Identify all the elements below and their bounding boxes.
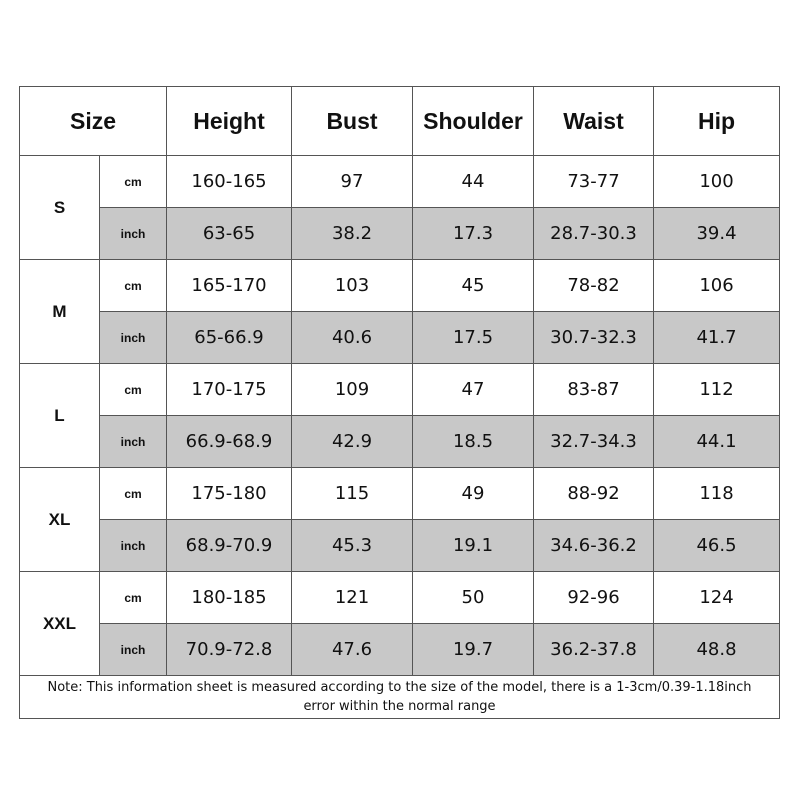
table-row <box>20 468 780 520</box>
header-hip: Hip <box>654 87 780 156</box>
size-label: L <box>20 364 100 468</box>
hip-value: 41.7 <box>654 312 780 364</box>
waist-value: 34.6-36.2 <box>534 520 654 572</box>
bust-value: 42.9 <box>292 416 413 468</box>
hip-value: 39.4 <box>654 208 780 260</box>
bust-value: 40.6 <box>292 312 413 364</box>
unit-label: inch <box>100 312 167 364</box>
bust-value: 97 <box>292 156 413 208</box>
table-row <box>20 312 780 364</box>
waist-value: 32.7-34.3 <box>534 416 654 468</box>
hip-value: 118 <box>654 468 780 520</box>
bust-value: 103 <box>292 260 413 312</box>
shoulder-value: 17.5 <box>413 312 534 364</box>
hip-value: 44.1 <box>654 416 780 468</box>
header-shoulder: Shoulder <box>413 87 534 156</box>
waist-value: 36.2-37.8 <box>534 624 654 676</box>
header-waist: Waist <box>534 87 654 156</box>
waist-value: 92-96 <box>534 572 654 624</box>
note-line-1: Note: This information sheet is measured according to the size of the model, there is a 1-3cm/0.39-1.18inch <box>47 680 752 695</box>
height-value: 180-185 <box>167 572 292 624</box>
bust-value: 47.6 <box>292 624 413 676</box>
bust-value: 109 <box>292 364 413 416</box>
shoulder-value: 45 <box>413 260 534 312</box>
height-value: 70.9-72.8 <box>167 624 292 676</box>
waist-value: 78-82 <box>534 260 654 312</box>
unit-label: inch <box>100 208 167 260</box>
header-row <box>20 87 780 156</box>
waist-value: 88-92 <box>534 468 654 520</box>
shoulder-value: 49 <box>413 468 534 520</box>
hip-value: 48.8 <box>654 624 780 676</box>
shoulder-value: 47 <box>413 364 534 416</box>
unit-label: cm <box>100 364 167 416</box>
height-value: 165-170 <box>167 260 292 312</box>
hip-value: 124 <box>654 572 780 624</box>
unit-label: inch <box>100 416 167 468</box>
header-bust: Bust <box>292 87 413 156</box>
table-row <box>20 208 780 260</box>
height-value: 160-165 <box>167 156 292 208</box>
height-value: 175-180 <box>167 468 292 520</box>
unit-label: inch <box>100 624 167 676</box>
size-chart-table <box>19 86 780 719</box>
note-row <box>20 676 780 719</box>
size-label: XXL <box>20 572 100 676</box>
table-row <box>20 624 780 676</box>
unit-label: cm <box>100 468 167 520</box>
unit-label: inch <box>100 520 167 572</box>
unit-label: cm <box>100 156 167 208</box>
table-row <box>20 572 780 624</box>
unit-label: cm <box>100 572 167 624</box>
header-size: Size <box>20 87 167 156</box>
hip-value: 106 <box>654 260 780 312</box>
shoulder-value: 18.5 <box>413 416 534 468</box>
size-label: M <box>20 260 100 364</box>
bust-value: 121 <box>292 572 413 624</box>
hip-value: 100 <box>654 156 780 208</box>
table-row <box>20 520 780 572</box>
header-height: Height <box>167 87 292 156</box>
table-row <box>20 260 780 312</box>
height-value: 68.9-70.9 <box>167 520 292 572</box>
size-label: S <box>20 156 100 260</box>
height-value: 65-66.9 <box>167 312 292 364</box>
shoulder-value: 17.3 <box>413 208 534 260</box>
table-row <box>20 364 780 416</box>
bust-value: 45.3 <box>292 520 413 572</box>
shoulder-value: 19.7 <box>413 624 534 676</box>
bust-value: 38.2 <box>292 208 413 260</box>
size-label: XL <box>20 468 100 572</box>
hip-value: 112 <box>654 364 780 416</box>
shoulder-value: 50 <box>413 572 534 624</box>
shoulder-value: 44 <box>413 156 534 208</box>
unit-label: cm <box>100 260 167 312</box>
waist-value: 73-77 <box>534 156 654 208</box>
table-row <box>20 416 780 468</box>
waist-value: 30.7-32.3 <box>534 312 654 364</box>
height-value: 63-65 <box>167 208 292 260</box>
height-value: 66.9-68.9 <box>167 416 292 468</box>
waist-value: 28.7-30.3 <box>534 208 654 260</box>
shoulder-value: 19.1 <box>413 520 534 572</box>
note-line-2: error within the normal range <box>303 699 496 714</box>
table-row <box>20 156 780 208</box>
waist-value: 83-87 <box>534 364 654 416</box>
height-value: 170-175 <box>167 364 292 416</box>
bust-value: 115 <box>292 468 413 520</box>
note <box>20 676 780 719</box>
hip-value: 46.5 <box>654 520 780 572</box>
